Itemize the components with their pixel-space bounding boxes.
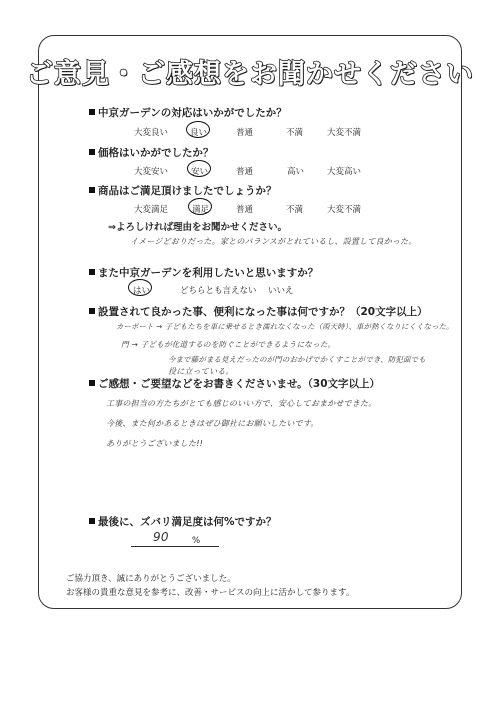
question-5 bbox=[89, 304, 428, 319]
q4-option-3[interactable]: いいえ bbox=[268, 286, 294, 296]
q1-option-5[interactable]: 大変不満 bbox=[327, 128, 362, 138]
q3-option-3[interactable]: 普通 bbox=[236, 205, 254, 215]
question-7-text: 最後に、ズバリ満足度は何%ですか？ bbox=[98, 516, 277, 528]
q1-option-2[interactable]: 良い bbox=[190, 128, 208, 138]
q2-option-4[interactable]: 高い bbox=[287, 167, 305, 177]
footer-note: お客様の貴重な意見を参考に、改善・サービスの向上に活かして参ります。 bbox=[66, 588, 355, 598]
satisfaction-unit: % bbox=[192, 536, 201, 546]
q6-answer-line-1: 工事の担当の方たちがとても感じのいい方で、安心しておまかせできた。 bbox=[106, 399, 377, 408]
footer-thanks: ご協力頂き、誠にありがとうございました。 bbox=[66, 574, 236, 584]
bullet-square-icon bbox=[89, 269, 95, 275]
q2-option-1[interactable]: 大変安い bbox=[134, 167, 169, 177]
q5-answer-line-4: 役に立っている。 bbox=[168, 367, 234, 376]
q1-option-1[interactable]: 大変良い bbox=[134, 128, 169, 138]
q4-option-1[interactable]: はい bbox=[133, 286, 151, 296]
q3-option-4[interactable]: 不満 bbox=[286, 205, 304, 215]
selected-circle-mark bbox=[187, 160, 211, 177]
question-6-text: ご感想・ご要望などをお書きくださいませ。（30文字以上） bbox=[98, 378, 381, 390]
bullet-square-icon bbox=[89, 187, 95, 193]
question-3 bbox=[89, 183, 277, 198]
q5-answer-line-1: カーポート → 子どもたちを車に乗せるとき濡れなくなった（雨天時）、車が熱くなりにくくなった。 bbox=[116, 322, 454, 331]
bullet-square-icon bbox=[89, 109, 95, 115]
selected-circle-mark bbox=[186, 121, 210, 138]
question-1-text: 中京ガーデンの対応はいかがでしたか？ bbox=[98, 107, 287, 119]
question-6 bbox=[89, 376, 380, 391]
question-4-text: また中京ガーデンを利用したいと思いますか？ bbox=[98, 267, 319, 279]
reason-answer-text: イメージどおりだった。家とのバランスがとれているし、設置して良かった。 bbox=[130, 237, 417, 246]
bullet-square-icon bbox=[89, 149, 95, 155]
q2-option-2[interactable]: 安い bbox=[191, 167, 209, 177]
q6-answer-line-2: 今後、また何かあるときはぜひ御社にお願いしたいです。 bbox=[106, 419, 319, 428]
q2-option-5[interactable]: 大変高い bbox=[327, 167, 362, 177]
q3-option-1[interactable]: 大変満足 bbox=[134, 205, 169, 215]
bullet-square-icon bbox=[89, 308, 95, 314]
q6-answer-line-3: ありがとうございました!! bbox=[106, 439, 204, 448]
question-2-text: 価格はいかがでしたか？ bbox=[98, 147, 214, 159]
question-4 bbox=[89, 265, 318, 280]
q3-option-5[interactable]: 大変不満 bbox=[327, 205, 362, 215]
q1-option-4[interactable]: 不満 bbox=[286, 128, 304, 138]
q4-option-2[interactable]: どちらとも言えない bbox=[180, 286, 257, 296]
selected-circle-mark bbox=[128, 279, 152, 296]
bullet-square-icon bbox=[89, 518, 95, 524]
satisfaction-underline bbox=[131, 546, 219, 547]
question-2 bbox=[89, 145, 214, 160]
q2-option-3[interactable]: 普通 bbox=[236, 167, 254, 177]
q5-answer-line-3: 今まで藤がまる見えだったのが門のおかげでかくすことができ、防犯面でも bbox=[168, 355, 426, 364]
reason-prompt: ⇒よろしければ理由をお聞かせください。 bbox=[108, 222, 287, 233]
question-5-text: 設置されて良かった事、便利になった事は何ですか？（20文字以上） bbox=[98, 306, 428, 318]
question-3-text: 商品はご満足頂けましたでしょうか？ bbox=[98, 185, 277, 197]
question-1 bbox=[89, 105, 287, 120]
q1-option-3[interactable]: 普通 bbox=[236, 128, 254, 138]
q5-answer-line-2: 門 → 子どもが化道するのを防ぐことができるようになった。 bbox=[121, 340, 336, 349]
bullet-square-icon bbox=[89, 380, 95, 386]
satisfaction-value: 90 bbox=[153, 530, 169, 544]
q3-option-2[interactable]: 満足 bbox=[192, 205, 210, 215]
question-7 bbox=[89, 514, 277, 529]
page-title: ご意見・ご感想をお聞かせください bbox=[26, 59, 474, 90]
selected-circle-mark bbox=[188, 198, 212, 215]
